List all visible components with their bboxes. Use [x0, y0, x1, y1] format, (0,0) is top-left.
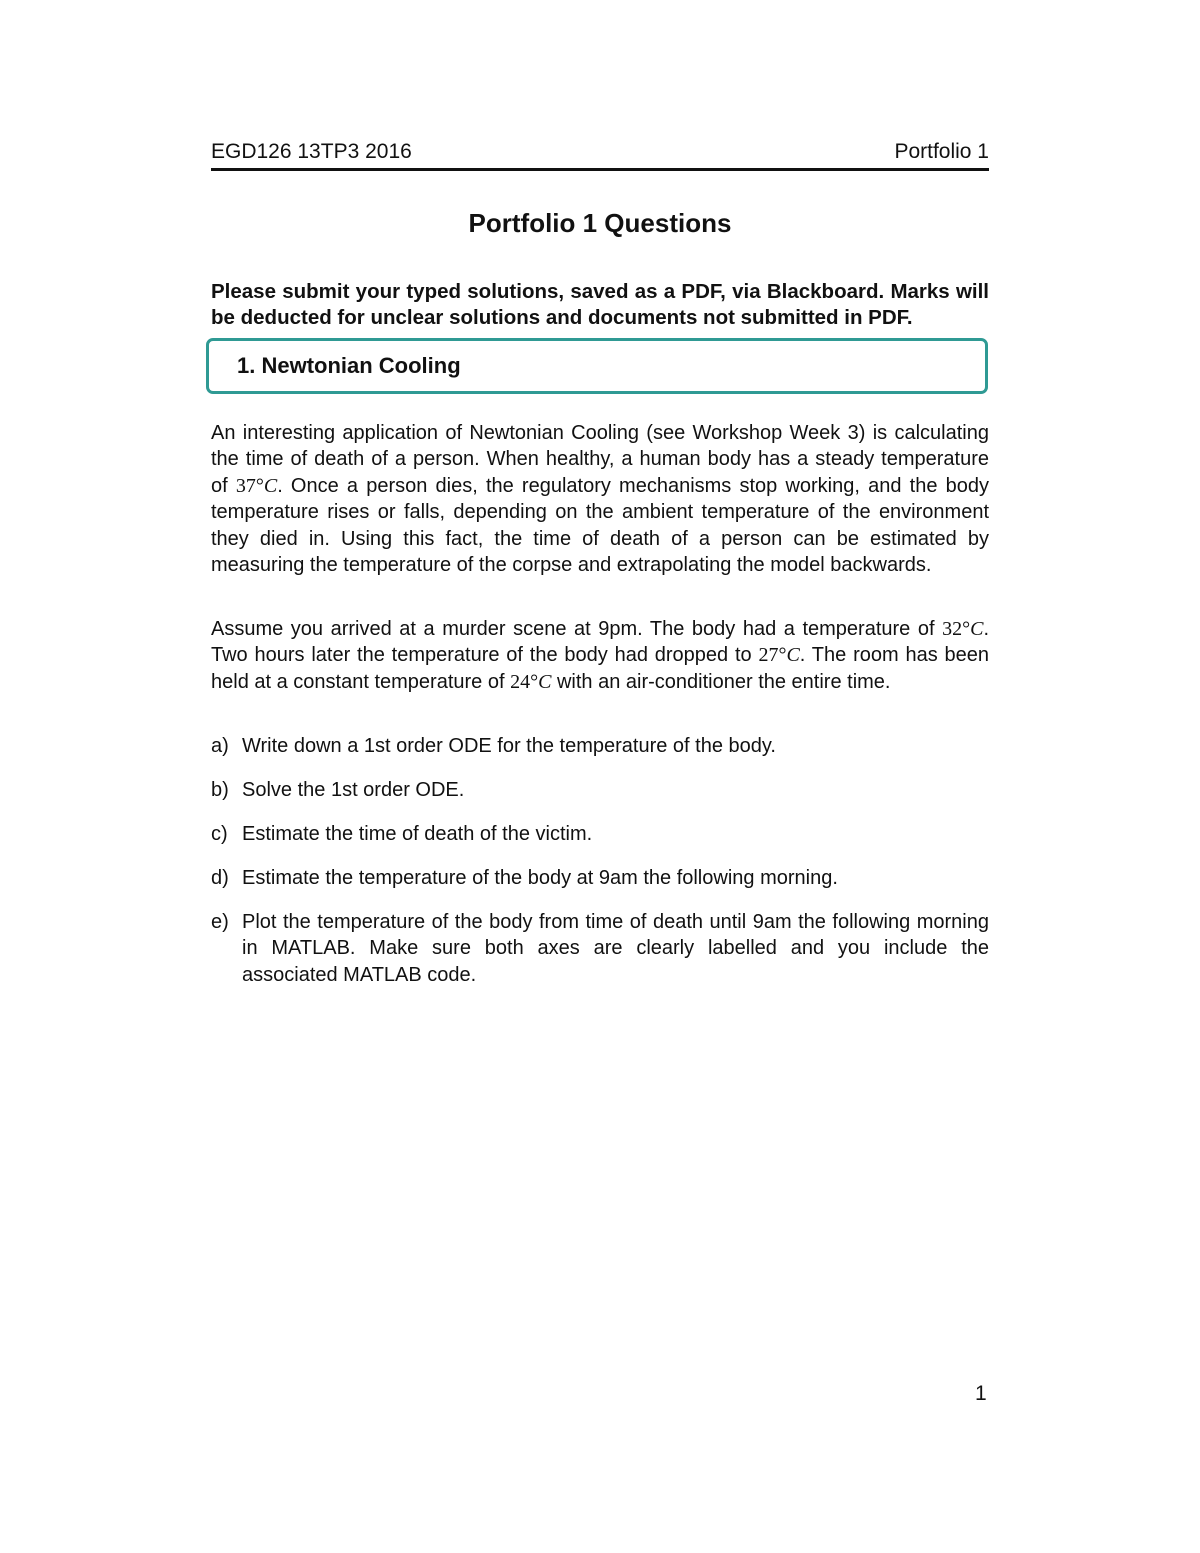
- question-item: [211, 909, 989, 988]
- question-item: [211, 821, 989, 847]
- intro-text-2: . Once a person dies, the regulatory mechanisms stop working, and the body temperature rises or falls, depending on the ambient temperature of the environment they died in. Using this fact, the time of death of a person can be estimated by measuring the temperature of the corpse and extrapolating the model backwards.: [211, 474, 989, 577]
- temperature-room: 24°C: [510, 670, 552, 693]
- question-label: e): [211, 911, 229, 933]
- question-text: Estimate the time of death of the victim.: [242, 823, 593, 845]
- question-label: d): [211, 867, 229, 889]
- question-label: c): [211, 823, 228, 845]
- question-text: Estimate the temperature of the body at 9am the following morning.: [242, 867, 838, 889]
- scenario-text-2: . Two hours later the temperature of the body had dropped to: [211, 618, 989, 667]
- scenario-text-1: Assume you arrived at a murder scene at 9pm. The body had a temperature of: [211, 618, 943, 640]
- question-text: Solve the 1st order ODE.: [242, 779, 465, 801]
- question-item: [211, 777, 989, 803]
- temperature-healthy: 37°C: [235, 474, 278, 497]
- intro-text-1: An interesting application of Newtonian Cooling (see Workshop Week 3) is calculating the time of death of a person. When healthy, a human body has a steady temperature of: [211, 422, 989, 497]
- scenario-paragraph: [211, 616, 989, 695]
- question-item: [211, 733, 989, 759]
- question-text: Write down a 1st order ODE for the temperature of the body.: [242, 735, 776, 757]
- page-number: 1: [975, 1382, 987, 1405]
- question-label: b): [211, 779, 229, 801]
- intro-paragraph: [211, 420, 989, 578]
- scenario-text-4: with an air-conditioner the entire time.: [551, 670, 891, 693]
- header-section-label: Portfolio 1: [894, 140, 989, 163]
- section-heading: 1. Newtonian Cooling: [237, 353, 461, 378]
- question-text: Plot the temperature of the body from time of death until 9am the following morning in MATLAB. Make sure both axes are clearly labelled and you include the associated MATLAB code.: [242, 911, 989, 986]
- submission-instructions: Please submit your typed solutions, saved as a PDF, via Blackboard. Marks will be deducted for unclear solutions and documents not submitted in PDF.: [211, 280, 989, 329]
- temperature-initial: 32°C: [942, 618, 984, 640]
- question-list: [211, 733, 989, 1006]
- section-heading-box: [206, 338, 988, 394]
- page-header: [211, 140, 989, 171]
- question-item: [211, 865, 989, 891]
- question-label: a): [211, 735, 229, 757]
- temperature-later: 27°C: [758, 644, 800, 667]
- page-title: Portfolio 1 Questions: [468, 208, 732, 238]
- course-code: EGD126 13TP3 2016: [211, 140, 412, 163]
- scenario-text-3: . The room has been held at a constant temperature of: [211, 644, 989, 693]
